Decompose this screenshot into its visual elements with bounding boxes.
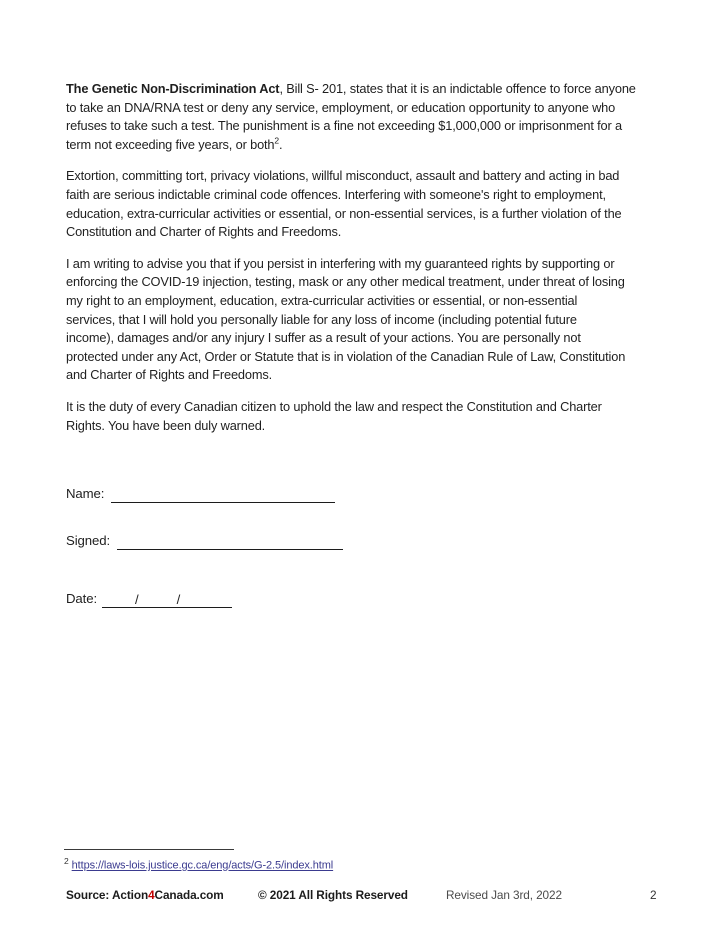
paragraph-liability-notice <box>66 255 674 385</box>
text-line: services, that I will hold you personally liable for any loss of income (including potential future <box>66 311 577 327</box>
footer-copyright: © 2021 All Rights Reserved <box>258 888 408 902</box>
text-line: Rights. You have been duly warned. <box>66 417 266 433</box>
signed-label: Signed: <box>66 533 111 548</box>
genetic-act-title: The Genetic Non-Discrimination Act <box>66 81 280 96</box>
date-slash: / <box>135 592 139 607</box>
text-line: Constitution and Charter of Rights and Freedoms. <box>66 224 342 240</box>
text-line: Extortion, committing tort, privacy violations, willful misconduct, assault and battery and acting in bad <box>66 168 620 184</box>
footer-source: Source: Action4Canada.com <box>66 888 224 902</box>
paragraph-duty-warning <box>66 398 674 435</box>
text-line: income), damages and/or any injury I suffer as a result of your actions. You are personally not <box>66 330 581 346</box>
date-slash: / <box>176 592 181 607</box>
text-line: my right to an employment, education, extra-curricular activities or essential, or non-essential <box>66 292 578 308</box>
name-label: Name: <box>66 486 105 501</box>
footnote-marker: 2 <box>64 856 69 866</box>
text-line: The Genetic Non-Discrimination Act, Bill S- 201, states that it is an indictable offence to force anyone <box>66 81 636 96</box>
signed-signature-line <box>117 535 343 550</box>
page-number: 2 <box>650 888 657 902</box>
text-line: faith are serious indictable criminal code offences. Interfering with someone's right to employment, <box>66 186 606 202</box>
footnote-link[interactable]: https://laws-lois.justice.gc.ca/eng/acts/G-2.5/index.html <box>71 859 334 872</box>
text-line: I am writing to advise you that if you persist in interfering with my guaranteed rights by supporting or <box>66 255 615 271</box>
text-line: education, extra-curricular activities or essential, or non-essential services, is a further violation of the <box>66 205 622 221</box>
text-line: and Charter of Rights and Freedoms. <box>66 367 273 383</box>
text-line: It is the duty of every Canadian citizen to uphold the law and respect the Constitution and Charter <box>66 398 602 414</box>
paragraph-genetic-act <box>66 80 674 154</box>
date-signature-line <box>102 592 232 608</box>
footnote-reference: 2 <box>274 135 279 146</box>
text-line: to take an DNA/RNA test or deny any service, employment, or education opportunity to anyone who <box>66 99 616 115</box>
date-row <box>66 591 232 606</box>
text-line: protected under any Act, Order or Statute that is in violation of the Canadian Rule of Law, Constitution <box>66 348 626 364</box>
document-body <box>66 80 674 448</box>
text-line: enforcing the COVID-19 injection, testing, mask or any other medical treatment, under threat of losing <box>66 274 625 290</box>
footnote-separator <box>64 849 234 850</box>
footer-revised-date: Revised Jan 3rd, 2022 <box>446 888 562 902</box>
source-accent-4: 4 <box>148 888 155 902</box>
date-label: Date: <box>66 591 98 606</box>
footnote <box>64 856 333 872</box>
paragraph-extortion <box>66 167 674 241</box>
text-line: refuses to take such a test. The punishment is a fine not exceeding $1,000,000 or imprisonment for a <box>66 118 622 134</box>
name-signature-line <box>111 488 335 503</box>
text-line: term not exceeding five years, or both$^2$. <box>66 135 283 152</box>
signed-row <box>66 533 343 548</box>
name-row <box>66 486 335 501</box>
